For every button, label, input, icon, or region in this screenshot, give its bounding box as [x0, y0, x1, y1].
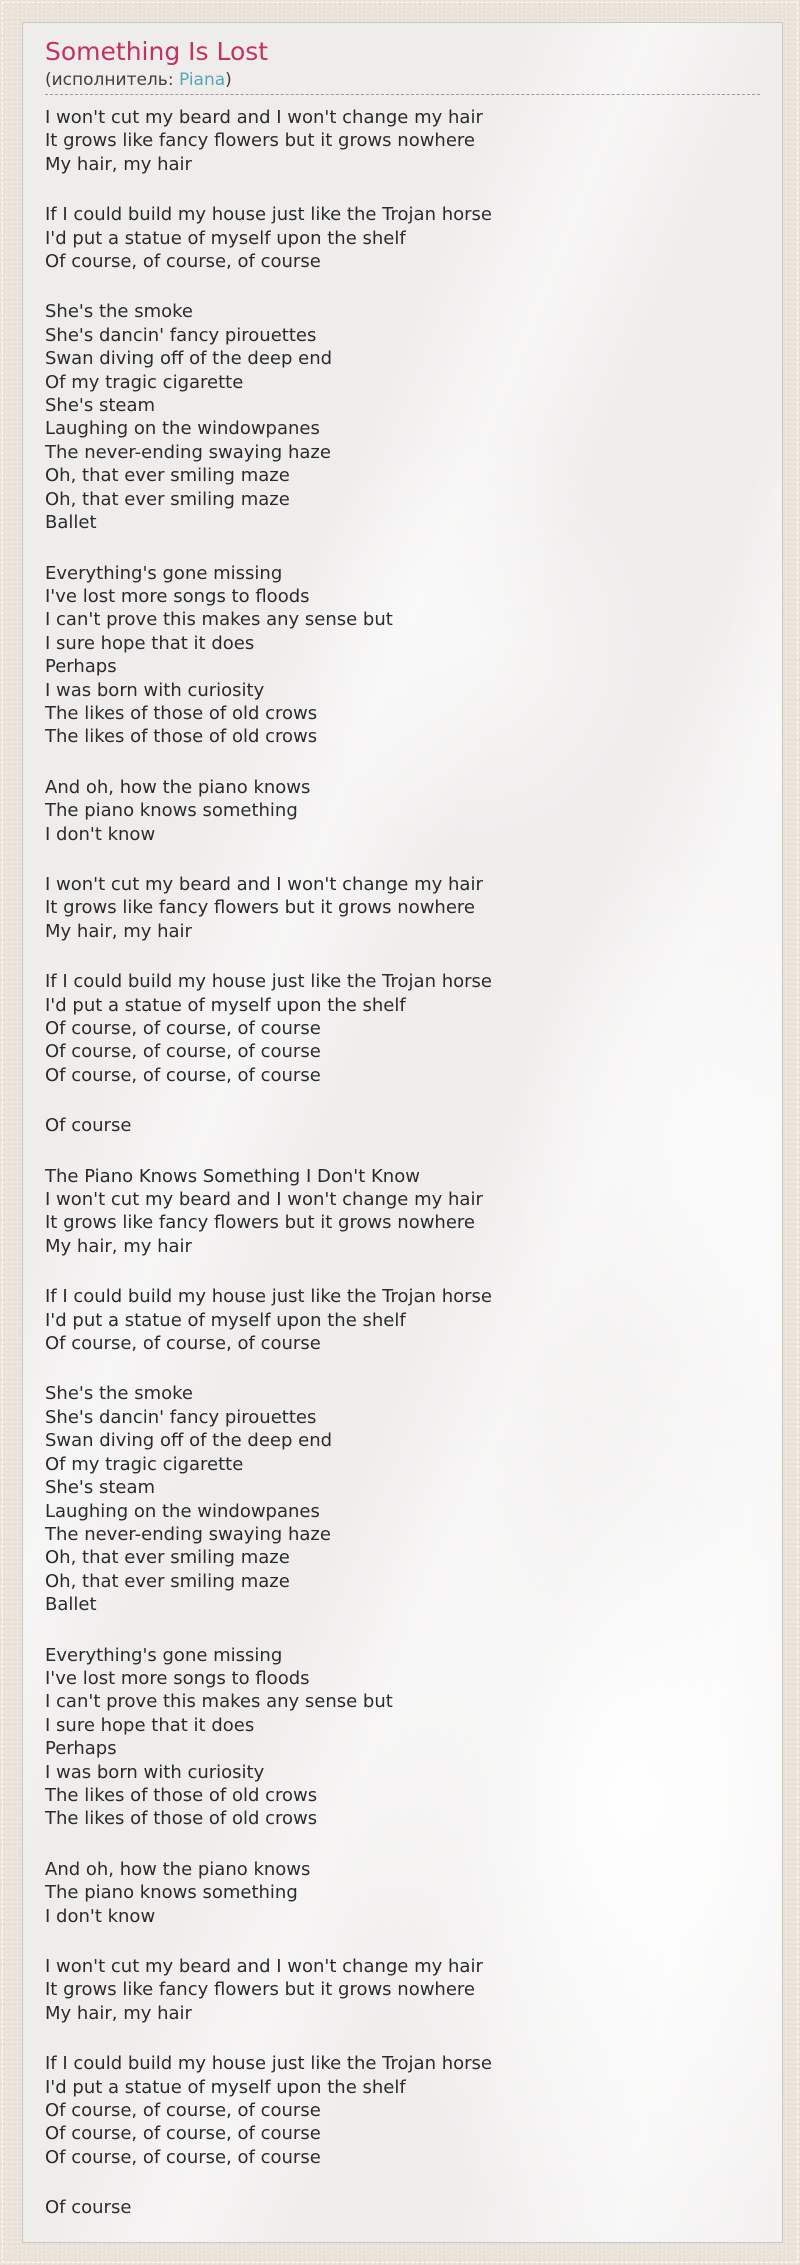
- lyric-line: My hair, my hair: [45, 920, 192, 942]
- lyric-line: The never-ending swaying haze: [45, 1523, 331, 1545]
- stanza: [45, 1858, 760, 1928]
- lyric-line: Perhaps: [45, 1738, 117, 1760]
- stanza: [45, 1165, 760, 1259]
- lyric-line: The likes of those of old crows: [45, 726, 318, 748]
- lyrics-text: [45, 106, 760, 2220]
- lyric-line: She's the smoke: [45, 301, 193, 323]
- lyric-line: And oh, how the piano knows: [45, 776, 311, 798]
- lyric-line: Of course, of course, of course: [45, 251, 321, 273]
- lyric-line: My hair, my hair: [45, 1235, 192, 1257]
- stanza: [45, 1285, 760, 1355]
- stanza: [45, 776, 760, 846]
- lyric-line: I'd put a statue of myself upon the shelf: [45, 2076, 406, 2098]
- lyric-line: The piano knows something: [45, 800, 298, 822]
- lyric-line: Of course, of course, of course: [45, 2100, 321, 2122]
- lyric-line: Everything's gone missing: [45, 1644, 283, 1666]
- lyric-line: I won't cut my beard and I won't change my hair: [45, 1956, 483, 1977]
- lyric-line: She's the smoke: [45, 1383, 193, 1405]
- lyric-line: She's dancin' fancy pirouettes: [45, 1406, 317, 1428]
- artist-label: (исполнитель:: [45, 70, 179, 90]
- lyric-line: Everything's gone missing: [45, 562, 283, 584]
- lyric-line: Oh, that ever smiling maze: [45, 465, 290, 487]
- lyric-line: I can't prove this makes any sense but: [45, 1691, 393, 1713]
- lyric-line: I can't prove this makes any sense but: [45, 609, 393, 631]
- lyric-line: I sure hope that it does: [45, 1714, 255, 1736]
- lyric-line: If I could build my house just like the Trojan horse: [45, 204, 492, 226]
- lyric-line: Ballet: [45, 512, 97, 534]
- lyric-line: The likes of those of old crows: [45, 1808, 318, 1830]
- lyric-line: The Piano Knows Something I Don't Know: [45, 1165, 420, 1187]
- lyric-line: Of course: [45, 2197, 132, 2219]
- stanza: [45, 203, 760, 273]
- lyric-line: Of course: [45, 1115, 132, 1137]
- lyric-line: Oh, that ever smiling maze: [45, 488, 290, 510]
- stanza: [45, 1382, 760, 1616]
- lyric-line: Swan diving off of the deep end: [45, 1430, 333, 1452]
- artist-line: [45, 69, 760, 95]
- lyric-line: I was born with curiosity: [45, 679, 265, 701]
- artist-line-suffix: ): [225, 70, 232, 90]
- stanza: [45, 300, 760, 534]
- lyric-line: If I could build my house just like the Trojan horse: [45, 1286, 492, 1308]
- lyric-line: I've lost more songs to floods: [45, 1667, 310, 1689]
- lyric-line: It grows like fancy flowers but it grows nowhere: [45, 1979, 475, 2001]
- lyric-line: I won't cut my beard and I won't change my hair: [45, 873, 483, 895]
- lyric-line: It grows like fancy flowers but it grows nowhere: [45, 1212, 475, 1234]
- lyric-line: Of course, of course, of course: [45, 1041, 321, 1063]
- lyric-line: The piano knows something: [45, 1882, 298, 1904]
- lyric-line: I won't cut my beard and I won't change my hair: [45, 107, 483, 128]
- stanza: [45, 970, 760, 1087]
- stanza: [45, 2052, 760, 2169]
- lyric-line: She's steam: [45, 395, 156, 417]
- lyric-line: Of course, of course, of course: [45, 1064, 321, 1086]
- lyric-line: Laughing on the windowpanes: [45, 1500, 320, 1522]
- artist-link[interactable]: Piana: [178, 70, 226, 90]
- lyric-line: The never-ending swaying haze: [45, 441, 331, 463]
- lyric-line: Of course, of course, of course: [45, 2146, 321, 2168]
- stanza: [45, 1114, 760, 1137]
- song-title: Something Is Lost: [45, 37, 269, 66]
- lyric-line: I was born with curiosity: [45, 1761, 265, 1783]
- lyric-line: And oh, how the piano knows: [45, 1858, 311, 1880]
- lyric-line: Laughing on the windowpanes: [45, 418, 320, 440]
- lyric-line: She's steam: [45, 1477, 156, 1499]
- lyric-line: Of my tragic cigarette: [45, 1453, 244, 1475]
- lyric-line: I've lost more songs to floods: [45, 585, 310, 607]
- lyric-line: My hair, my hair: [45, 153, 192, 175]
- lyric-line: Of my tragic cigarette: [45, 371, 244, 393]
- lyric-line: I'd put a statue of myself upon the shelf: [45, 994, 406, 1016]
- lyric-line: It grows like fancy flowers but it grows nowhere: [45, 130, 475, 152]
- lyric-line: I sure hope that it does: [45, 632, 255, 654]
- lyric-line: I don't know: [45, 823, 156, 845]
- lyric-line: I'd put a statue of myself upon the shelf: [45, 1309, 406, 1331]
- stanza: [45, 2196, 760, 2219]
- lyric-line: The likes of those of old crows: [45, 1784, 318, 1806]
- lyric-line: Perhaps: [45, 656, 117, 678]
- lyric-line: I won't cut my beard and I won't change my hair: [45, 1189, 483, 1211]
- lyric-line: She's dancin' fancy pirouettes: [45, 324, 317, 346]
- lyric-line: I'd put a statue of myself upon the shelf: [45, 227, 406, 249]
- lyric-line: If I could build my house just like the Trojan horse: [45, 2053, 492, 2075]
- lyric-line: Swan diving off of the deep end: [45, 348, 333, 370]
- stanza: [45, 562, 760, 749]
- lyric-line: Of course, of course, of course: [45, 1018, 321, 1039]
- stanza: [45, 873, 760, 943]
- lyric-line: My hair, my hair: [45, 2002, 192, 2024]
- lyrics-card: [22, 22, 783, 2243]
- lyric-line: Of course, of course, of course: [45, 1333, 321, 1355]
- lyric-line: Oh, that ever smiling maze: [45, 1570, 290, 1592]
- lyric-line: The likes of those of old crows: [45, 702, 318, 724]
- lyric-line: If I could build my house just like the Trojan horse: [45, 971, 492, 993]
- lyric-line: It grows like fancy flowers but it grows nowhere: [45, 897, 475, 919]
- lyric-line: Of course, of course, of course: [45, 2123, 321, 2145]
- lyric-line: Ballet: [45, 1594, 97, 1616]
- lyric-line: Oh, that ever smiling maze: [45, 1547, 290, 1569]
- stanza: [45, 1644, 760, 1831]
- stanza: [45, 1955, 760, 2025]
- lyric-line: I don't know: [45, 1905, 156, 1927]
- stanza: [45, 106, 760, 176]
